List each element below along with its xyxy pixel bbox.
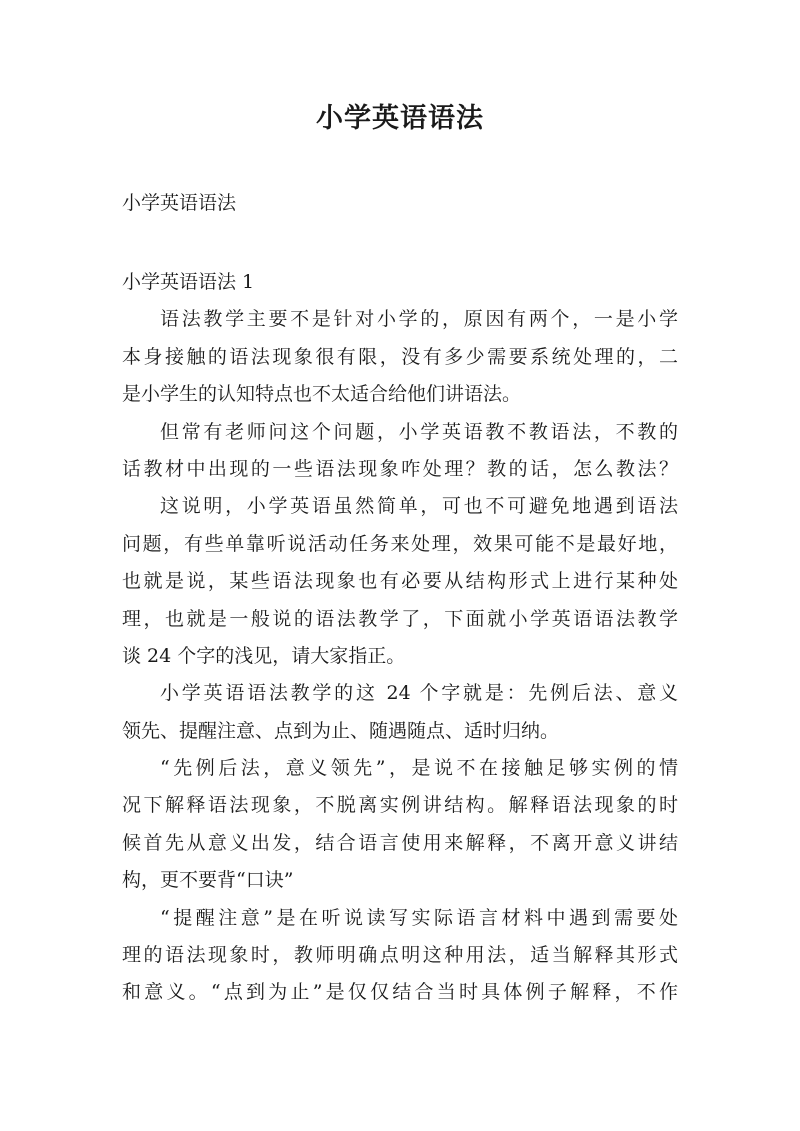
text-line: 理，也就是一般说的语法教学了，下面就小学英语语法教学 (122, 607, 678, 630)
text-line: 候首先从意义出发，结合语言使用来解释，不离开意义讲结 (122, 831, 678, 854)
text-line: 构，更不要背“口诀” (122, 869, 294, 892)
text-line: “先例后法，意义领先”，是说不在接触足够实例的情 (160, 757, 678, 780)
document-subtitle: 小学英语语法 (122, 192, 237, 214)
text-line: 但常有老师问这个问题，小学英语教不教语法，不教的 (160, 420, 678, 443)
text-line: 理的语法现象时，教师明确点明这种用法，适当解释其形式 (122, 944, 678, 967)
text-line: 小学英语语法 1 (122, 271, 255, 293)
text-line: 小学英语语法教学的这 24 个字就是：先例后法、意义 (160, 682, 678, 705)
text-line: 也就是说，某些语法现象也有必要从结构形式上进行某种处 (122, 570, 678, 593)
text-line: 语法教学主要不是针对小学的，原因有两个，一是小学 (160, 308, 678, 331)
text-line: 领先、提醒注意、点到为止、随遇随点、适时归纳。 (122, 719, 560, 742)
text-line: 和意义。“点到为止”是仅仅结合当时具体例子解释，不作 (122, 981, 678, 1004)
document-body (122, 264, 678, 1012)
text-line: 谈 24 个字的浅见，请大家指正。 (122, 644, 406, 667)
text-line: 本身接触的语法现象很有限，没有多少需要系统处理的，二 (122, 345, 678, 368)
text-line: 是小学生的认知特点也不太适合给他们讲语法。 (122, 383, 522, 406)
page-title: 小学英语语法 (316, 103, 484, 134)
text-line: 况下解释语法现象，不脱离实例讲结构。解释语法现象的时 (122, 794, 678, 817)
text-line: 这说明，小学英语虽然简单，可也不可避免地遇到语法 (160, 495, 678, 518)
text-line: 话教材中出现的一些语法现象咋处理？教的话，怎么教法？ (122, 457, 678, 480)
text-line: 问题，有些单靠听说活动任务来处理，效果可能不是最好地， (122, 532, 678, 555)
text-line: “提醒注意”是在听说读写实际语言材料中遇到需要处 (160, 906, 678, 929)
